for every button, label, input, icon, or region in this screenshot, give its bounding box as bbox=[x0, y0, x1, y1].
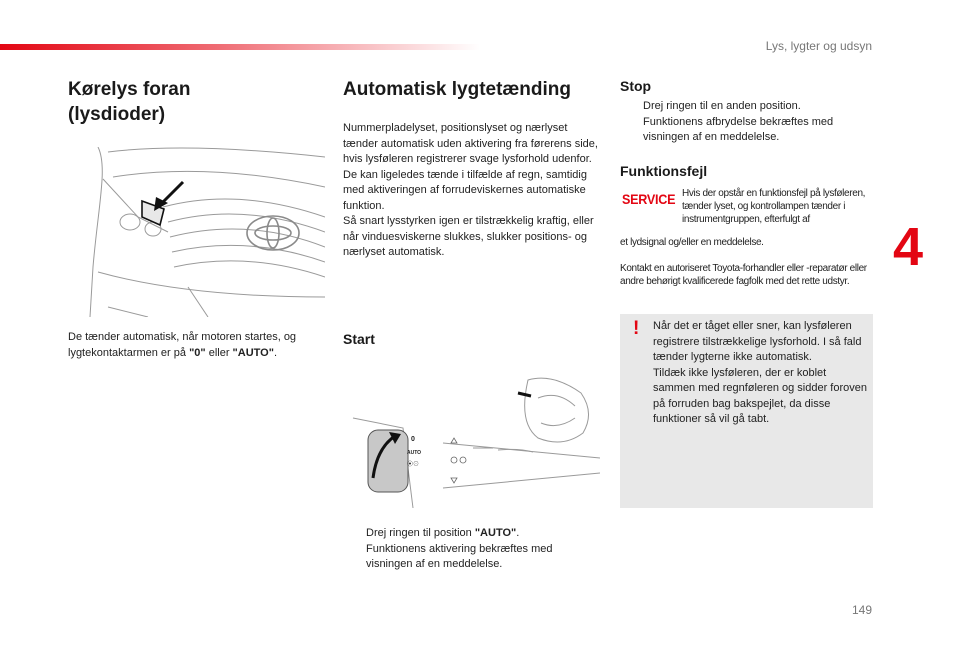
chapter-number-tab: 4 bbox=[893, 217, 924, 277]
header-accent-bar bbox=[0, 44, 480, 50]
malfunction-text-continued: et lydsignal og/eller en meddelelse. bbox=[620, 237, 764, 248]
stalk-label-beam: ⦿⊙ bbox=[407, 462, 420, 468]
front-grille-drawing bbox=[68, 147, 325, 317]
section-title-auto-lights: Automatisk lygtetænding bbox=[343, 79, 572, 100]
illustration-front-grille bbox=[68, 147, 325, 317]
auto-lights-description bbox=[343, 121, 598, 261]
page-number: 149 bbox=[851, 603, 872, 617]
position-auto-label: "AUTO" bbox=[232, 346, 274, 359]
paragraph: Nummerpladelyset, positionslyset og nærlyset tænder automatisk uden aktivering fra førerens side, hvis lysføleren registrerer svage lysforhold udenfor. De kan ligeledes tænde i tilfælde af regn, samtidig med aktiveringen af forrudeviskernes automatiske funktion. bbox=[343, 122, 598, 212]
title-line: Kørelys foran bbox=[68, 79, 191, 100]
position-zero-label: "0" bbox=[189, 346, 206, 359]
stalk-label-zero: 0 bbox=[411, 436, 415, 443]
title-line: (lysdioder) bbox=[68, 104, 166, 125]
paragraph: Tildæk ikke lysføleren, der er koblet sammen med regnføleren og sidder foroven på forruden bag bakspejlet, da disse funktioner så vil gå tabt. bbox=[653, 366, 867, 425]
section-title-start: Start bbox=[343, 331, 375, 347]
text-run: Drej ringen til position bbox=[366, 527, 475, 539]
service-warning-lamp-icon: SERVICE bbox=[622, 191, 676, 207]
warning-exclamation-icon: ! bbox=[633, 318, 640, 339]
position-auto-label: "AUTO" bbox=[474, 527, 517, 539]
section-title-stop: Stop bbox=[620, 78, 652, 94]
stalk-label-auto: AUTO bbox=[407, 450, 422, 456]
start-instruction bbox=[366, 526, 591, 573]
text-run: . bbox=[516, 527, 520, 539]
malfunction-contact-text: Kontakt en autoriseret Toyota-forhandler eller -reparatør eller andre behørigt kvalificerede fagfolk med det rette udstyr. bbox=[620, 263, 867, 287]
section-title-malfunction: Funktionsfejl bbox=[620, 163, 708, 179]
warning-text bbox=[653, 319, 867, 428]
malfunction-text: Hvis der opstår en funktionsfejl på lysføleren, tænder lyset, og kontrollampen tænder i instrumentgruppen, efterfulgt af bbox=[682, 188, 866, 225]
paragraph: Når det er tåget eller sner, kan lysføleren registrere tilstrækkelige lysforhold. I så fald tænder lygterne ikke automatisk. bbox=[653, 320, 862, 363]
daytime-lights-text bbox=[68, 330, 326, 361]
illustration-light-stalk bbox=[343, 368, 600, 516]
stop-instruction: Drej ringen til en anden position. Funktionens afbrydelse bekræftes med visningen af en meddelelse. bbox=[643, 100, 834, 143]
warning-box bbox=[620, 314, 873, 508]
paragraph: Så snart lysstyrken igen er tilstrækkelig kraftig, eller når vinduesviskerne slukkes, slukker positions- og nærlyset automatisk. bbox=[343, 215, 594, 258]
text-run: De tænder automatisk, når motoren startes, og lygtekontaktarmen er på bbox=[68, 331, 297, 359]
section-title-daytime-lights bbox=[68, 77, 190, 127]
chapter-title: Lys, lygter og udsyn bbox=[765, 39, 872, 53]
text-run: Funktionens aktivering bekræftes med visningen af en meddelelse. bbox=[366, 542, 553, 570]
text-run: eller bbox=[205, 346, 233, 359]
light-stalk-drawing bbox=[343, 368, 600, 516]
text-run: . bbox=[273, 346, 278, 359]
